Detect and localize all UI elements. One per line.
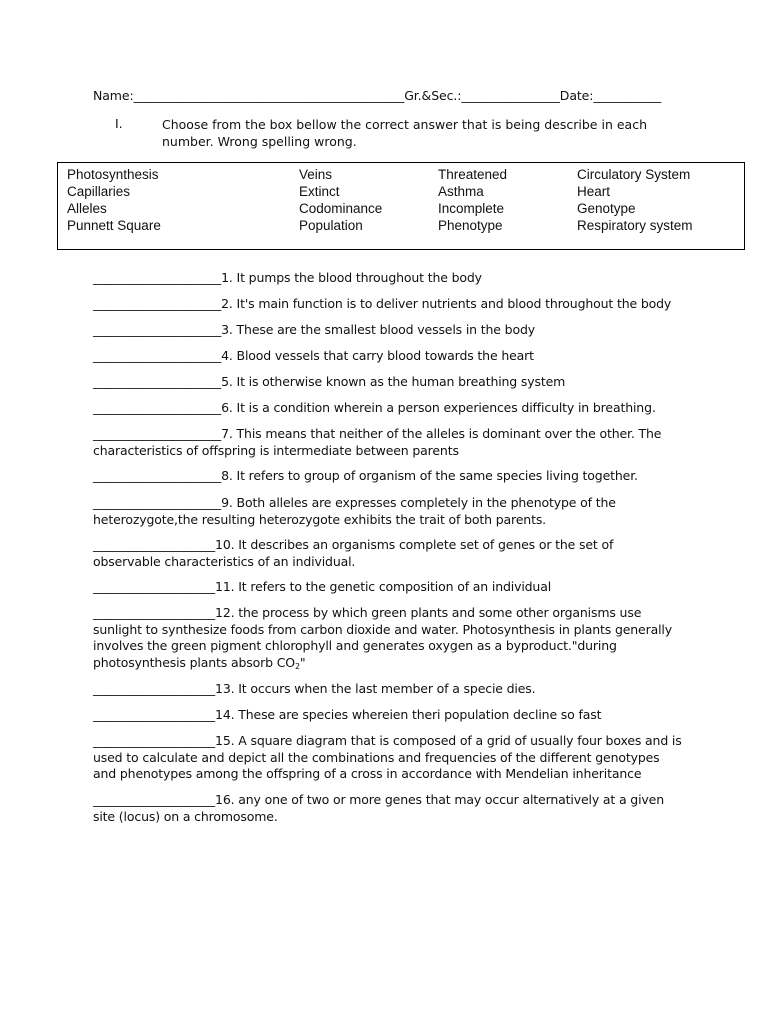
question-text: 2. It's main function is to deliver nutrients and blood throughout the body [221, 296, 672, 311]
header-fields [93, 88, 661, 103]
question-13 [93, 681, 683, 698]
question-text: 11. It refers to the genetic composition of an individual [215, 579, 552, 594]
question-text: 13. It occurs when the last member of a specie dies. [215, 681, 536, 696]
question-12 [93, 605, 683, 671]
answer-blank[interactable]: _____________________ [93, 400, 222, 415]
name-label: Name: [93, 88, 134, 103]
question-text: 9. Both alleles are expresses completely in the phenotype of the heterozygote,the resulting heterozygote exhibits the trait of both parents. [93, 495, 616, 527]
answer-blank[interactable]: _____________________ [93, 468, 222, 483]
question-14 [93, 707, 683, 724]
question-text: 12. the process by which green plants and some other organisms use sunlight to synthesize foods from carbon dioxide and water. Photosynthesis in plants generally involves the green pigment chlorophyll and generates oxygen as a byproduct."during photosynthesis plants absorb CO [93, 605, 672, 670]
question-6 [93, 400, 683, 417]
question-text-tail: " [299, 654, 306, 670]
question-7 [93, 426, 683, 459]
word-item: Respiratory system [577, 218, 693, 233]
question-2 [93, 296, 683, 313]
answer-blank[interactable]: ____________________ [93, 605, 216, 620]
word-item: Population [299, 218, 363, 233]
word-item: Incomplete [438, 201, 505, 216]
word-item: Asthma [438, 184, 484, 199]
word-bank-box [57, 162, 745, 250]
question-10 [93, 537, 683, 570]
word-item: Veins [299, 167, 333, 182]
word-item: Alleles [67, 201, 107, 216]
answer-blank[interactable]: _____________________ [93, 296, 222, 311]
word-item: Genotype [577, 201, 636, 216]
question-9 [93, 495, 683, 528]
answer-blank[interactable]: _____________________ [93, 322, 222, 337]
question-text: 7. This means that neither of the alleles is dominant over the other. The characteristics of offspring is intermediate between parents [93, 426, 662, 458]
answer-blank[interactable]: _____________________ [93, 348, 222, 363]
grade-section-label: Gr.&Sec.: [404, 88, 462, 103]
question-8 [93, 468, 683, 485]
name-blank[interactable]: ____________________________________________ [133, 88, 405, 103]
answer-blank[interactable]: ____________________ [93, 579, 216, 594]
answer-blank[interactable]: ____________________ [93, 537, 216, 552]
grade-section-blank[interactable]: ________________ [461, 88, 560, 103]
question-5 [93, 374, 683, 391]
answer-blank[interactable]: ____________________ [93, 681, 216, 696]
question-3 [93, 322, 683, 339]
word-item: Threatened [438, 167, 508, 182]
question-text: 3. These are the smallest blood vessels in the body [221, 322, 535, 337]
word-item: Circulatory System [577, 167, 691, 182]
date-label: Date: [559, 88, 594, 103]
word-column-4 [577, 166, 693, 234]
answer-blank[interactable]: ____________________ [93, 707, 216, 722]
answer-blank[interactable]: _____________________ [93, 270, 222, 285]
question-text: 6. It is a condition wherein a person experiences difficulty in breathing. [221, 400, 656, 415]
question-text: 10. It describes an organisms complete set of genes or the set of observable characteristics of an individual. [93, 537, 614, 569]
question-text: 15. A square diagram that is composed of a grid of usually four boxes and is used to calculate and depict all the combinations and frequencies of the different genotypes and phenotypes among the offspring of a cross in accordance with Mendelian inheritance [93, 733, 682, 781]
subscript-2: 2 [294, 661, 300, 671]
word-item: Extinct [299, 184, 340, 199]
word-item: Punnett Square [67, 218, 161, 233]
word-item: Photosynthesis [67, 167, 159, 182]
question-text: 5. It is otherwise known as the human breathing system [221, 374, 566, 389]
answer-blank[interactable]: _____________________ [93, 374, 222, 389]
answer-blank[interactable]: ____________________ [93, 792, 216, 807]
answer-blank[interactable]: _____________________ [93, 426, 222, 441]
word-item: Phenotype [438, 218, 503, 233]
word-item: Codominance [299, 201, 383, 216]
answer-blank[interactable]: _____________________ [93, 495, 222, 510]
instruction-text: Choose from the box bellow the correct answer that is being describe in each number. Wrong spelling wrong. [162, 117, 647, 149]
word-column-3 [438, 166, 507, 234]
word-column-2 [299, 166, 382, 234]
question-11 [93, 579, 683, 596]
question-4 [93, 348, 683, 365]
word-column-1 [67, 166, 161, 234]
question-text: 14. These are species whereien theri population decline so fast [215, 707, 602, 722]
question-text: 4. Blood vessels that carry blood towards the heart [221, 348, 534, 363]
question-1 [93, 270, 683, 287]
question-16 [93, 792, 683, 825]
answer-blank[interactable]: ____________________ [93, 733, 216, 748]
word-item: Heart [577, 184, 611, 199]
question-15 [93, 733, 683, 783]
question-text: 8. It refers to group of organism of the same species living together. [221, 468, 638, 483]
date-blank[interactable]: ___________ [593, 88, 662, 103]
word-item: Capillaries [67, 184, 131, 199]
question-text: 1. It pumps the blood throughout the body [221, 270, 482, 285]
question-text: 16. any one of two or more genes that may occur alternatively at a given site (locus) on a chromosome. [93, 792, 664, 824]
instruction-number: I. [115, 116, 123, 131]
